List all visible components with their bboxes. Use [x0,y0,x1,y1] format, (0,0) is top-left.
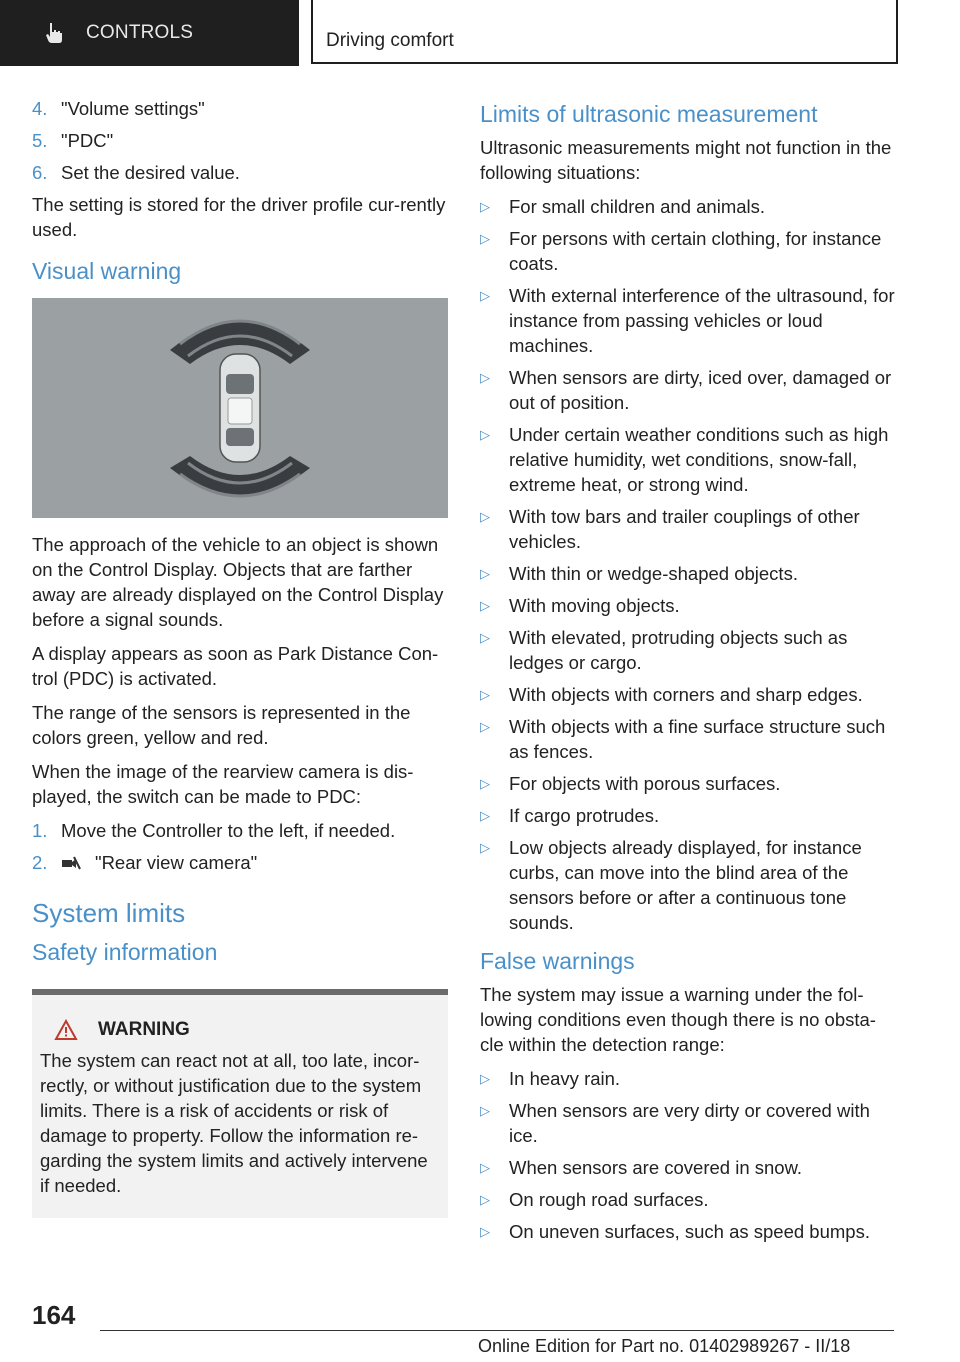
list-item [480,682,898,707]
step-text: Move the Controller to the left, if needed. [61,820,396,841]
footer-rule [100,1330,894,1331]
list-item [480,1066,898,1091]
list-item-text: For small children and animals. [509,196,766,217]
step-text: Set the desired value. [61,162,240,183]
step-item [32,128,448,153]
para-range: The range of the sensors is represented in the colors green, yellow and red. [32,702,411,748]
false-warnings-heading: False warnings [480,948,635,974]
bullet-icon: ▷ [480,719,490,734]
safety-heading: Safety information [32,939,218,965]
list-item [480,283,898,358]
list-item-text: With thin or wedge-shaped objects. [509,563,798,584]
list-item [480,365,898,415]
step-text: "Volume settings" [61,98,205,119]
list-item [480,714,898,764]
list-item [480,803,898,828]
bullet-icon: ▷ [480,840,490,855]
step-item [32,96,448,121]
bullet-icon: ▷ [480,370,490,385]
car-sensor-icon [32,298,448,518]
warning-header [40,1017,438,1042]
step-number: 4. [32,98,48,119]
bullet-icon: ▷ [480,1192,490,1207]
bullet-icon: ▷ [480,776,490,791]
step-text: "Rear view camera" [95,852,258,873]
list-item-text: Low objects already displayed, for instance curbs, can move into the blind area of the sensors before or after a continuous tone sounds. [509,837,862,933]
bullet-icon: ▷ [480,1224,490,1239]
list-item-text: With elevated, protruding objects such as ledges or cargo. [509,627,848,673]
list-item-text: With objects with corners and sharp edges. [509,684,863,705]
list-item-text: When sensors are covered in snow. [509,1157,803,1178]
list-item-text: With external interference of the ultrasound, for instance from passing vehicles or loud machines. [509,285,895,356]
list-item [480,226,898,276]
list-item [480,771,898,796]
list-item-text: With objects with a fine surface structure such as fences. [509,716,886,762]
list-item-text: If cargo protrudes. [509,805,660,826]
para-display: A display appears as soon as Park Distance Con-trol (PDC) is activated. [32,643,439,689]
list-item-text: On uneven surfaces, such as speed bumps. [509,1221,870,1242]
bullet-icon: ▷ [480,687,490,702]
bullet-icon: ▷ [480,288,490,303]
list-item [480,504,898,554]
bullet-icon: ▷ [480,509,490,524]
page-number: 164 [32,1300,76,1330]
list-item-text: In heavy rain. [509,1068,621,1089]
list-item [480,1098,898,1148]
step-number: 1. [32,820,48,841]
bullet-icon: ▷ [480,1103,490,1118]
step-number: 5. [32,130,48,151]
list-item [480,835,898,935]
chapter-title: Driving comfort [326,30,454,51]
list-item-text: When sensors are dirty, iced over, damaged or out of position. [509,367,892,413]
list-item [480,194,898,219]
para-approach: The approach of the vehicle to an object is shown on the Control Display. Objects that are farther away are already displayed on the Control Display before a signal sounds. [32,534,444,630]
stored-text: The setting is stored for the driver profile cur-rently used. [32,194,446,240]
system-limits-heading: System limits [32,898,186,928]
list-item [480,1187,898,1212]
step-item [32,850,448,875]
bullet-icon: ▷ [480,1071,490,1086]
list-item [480,422,898,497]
list-item [480,1219,898,1244]
bullet-icon: ▷ [480,427,490,442]
limits-intro: Ultrasonic measurements might not function in the following situations: [480,137,892,183]
section-title: CONTROLS [86,22,194,43]
bullet-icon: ▷ [480,199,490,214]
hand-pointer-icon [44,22,64,44]
step-number: 6. [32,162,48,183]
right-column [480,96,898,1251]
bullet-icon: ▷ [480,598,490,613]
pdc-display-figure [32,298,448,518]
list-item-text: For objects with porous surfaces. [509,773,781,794]
camera-icon [61,854,81,872]
warning-box [32,989,448,1218]
edition-text: Online Edition for Part no. 01402989267 - II/18 [478,1336,851,1356]
list-item [480,593,898,618]
list-item [480,625,898,675]
bullet-icon: ▷ [480,630,490,645]
list-item-text: On rough road surfaces. [509,1189,709,1210]
bullet-icon: ▷ [480,808,490,823]
step-item [32,818,448,843]
list-item-text: For persons with certain clothing, for instance coats. [509,228,882,274]
left-column [32,96,448,1218]
list-item-text: Under certain weather conditions such as high relative humidity, wet conditions, snow-fall, extreme heat, or strong wind. [509,424,889,495]
visual-warning-heading: Visual warning [32,258,182,284]
limits-heading: Limits of ultrasonic measurement [480,101,818,127]
step-number: 2. [32,852,48,873]
bullet-icon: ▷ [480,1160,490,1175]
bullet-icon: ▷ [480,566,490,581]
list-item [480,1155,898,1180]
warning-text: The system can react not at all, too late, incor-rectly, or without justification due to the system limits. There is a risk of accidents or risk of damage to property. Follow the information re-garding the system limits and actively intervene if needed. [40,1050,428,1196]
false-intro: The system may issue a warning under the fol-lowing conditions even though there is no obsta-cle within the detection range: [480,984,876,1055]
chapter-tab [311,0,898,64]
list-item-text: With tow bars and trailer couplings of other vehicles. [509,506,860,552]
list-item [480,561,898,586]
limits-list [480,194,898,935]
section-tab [0,0,299,66]
warning-triangle-icon [54,1019,78,1041]
para-rearview: When the image of the rearview camera is dis-played, the switch can be made to PDC: [32,761,414,807]
step-text: "PDC" [61,130,114,151]
step-item [32,160,448,185]
warning-title: WARNING [98,1019,190,1040]
list-item-text: With moving objects. [509,595,680,616]
list-item-text: When sensors are very dirty or covered with ice. [509,1100,870,1146]
false-list [480,1066,898,1244]
bullet-icon: ▷ [480,231,490,246]
page-header [0,0,960,66]
